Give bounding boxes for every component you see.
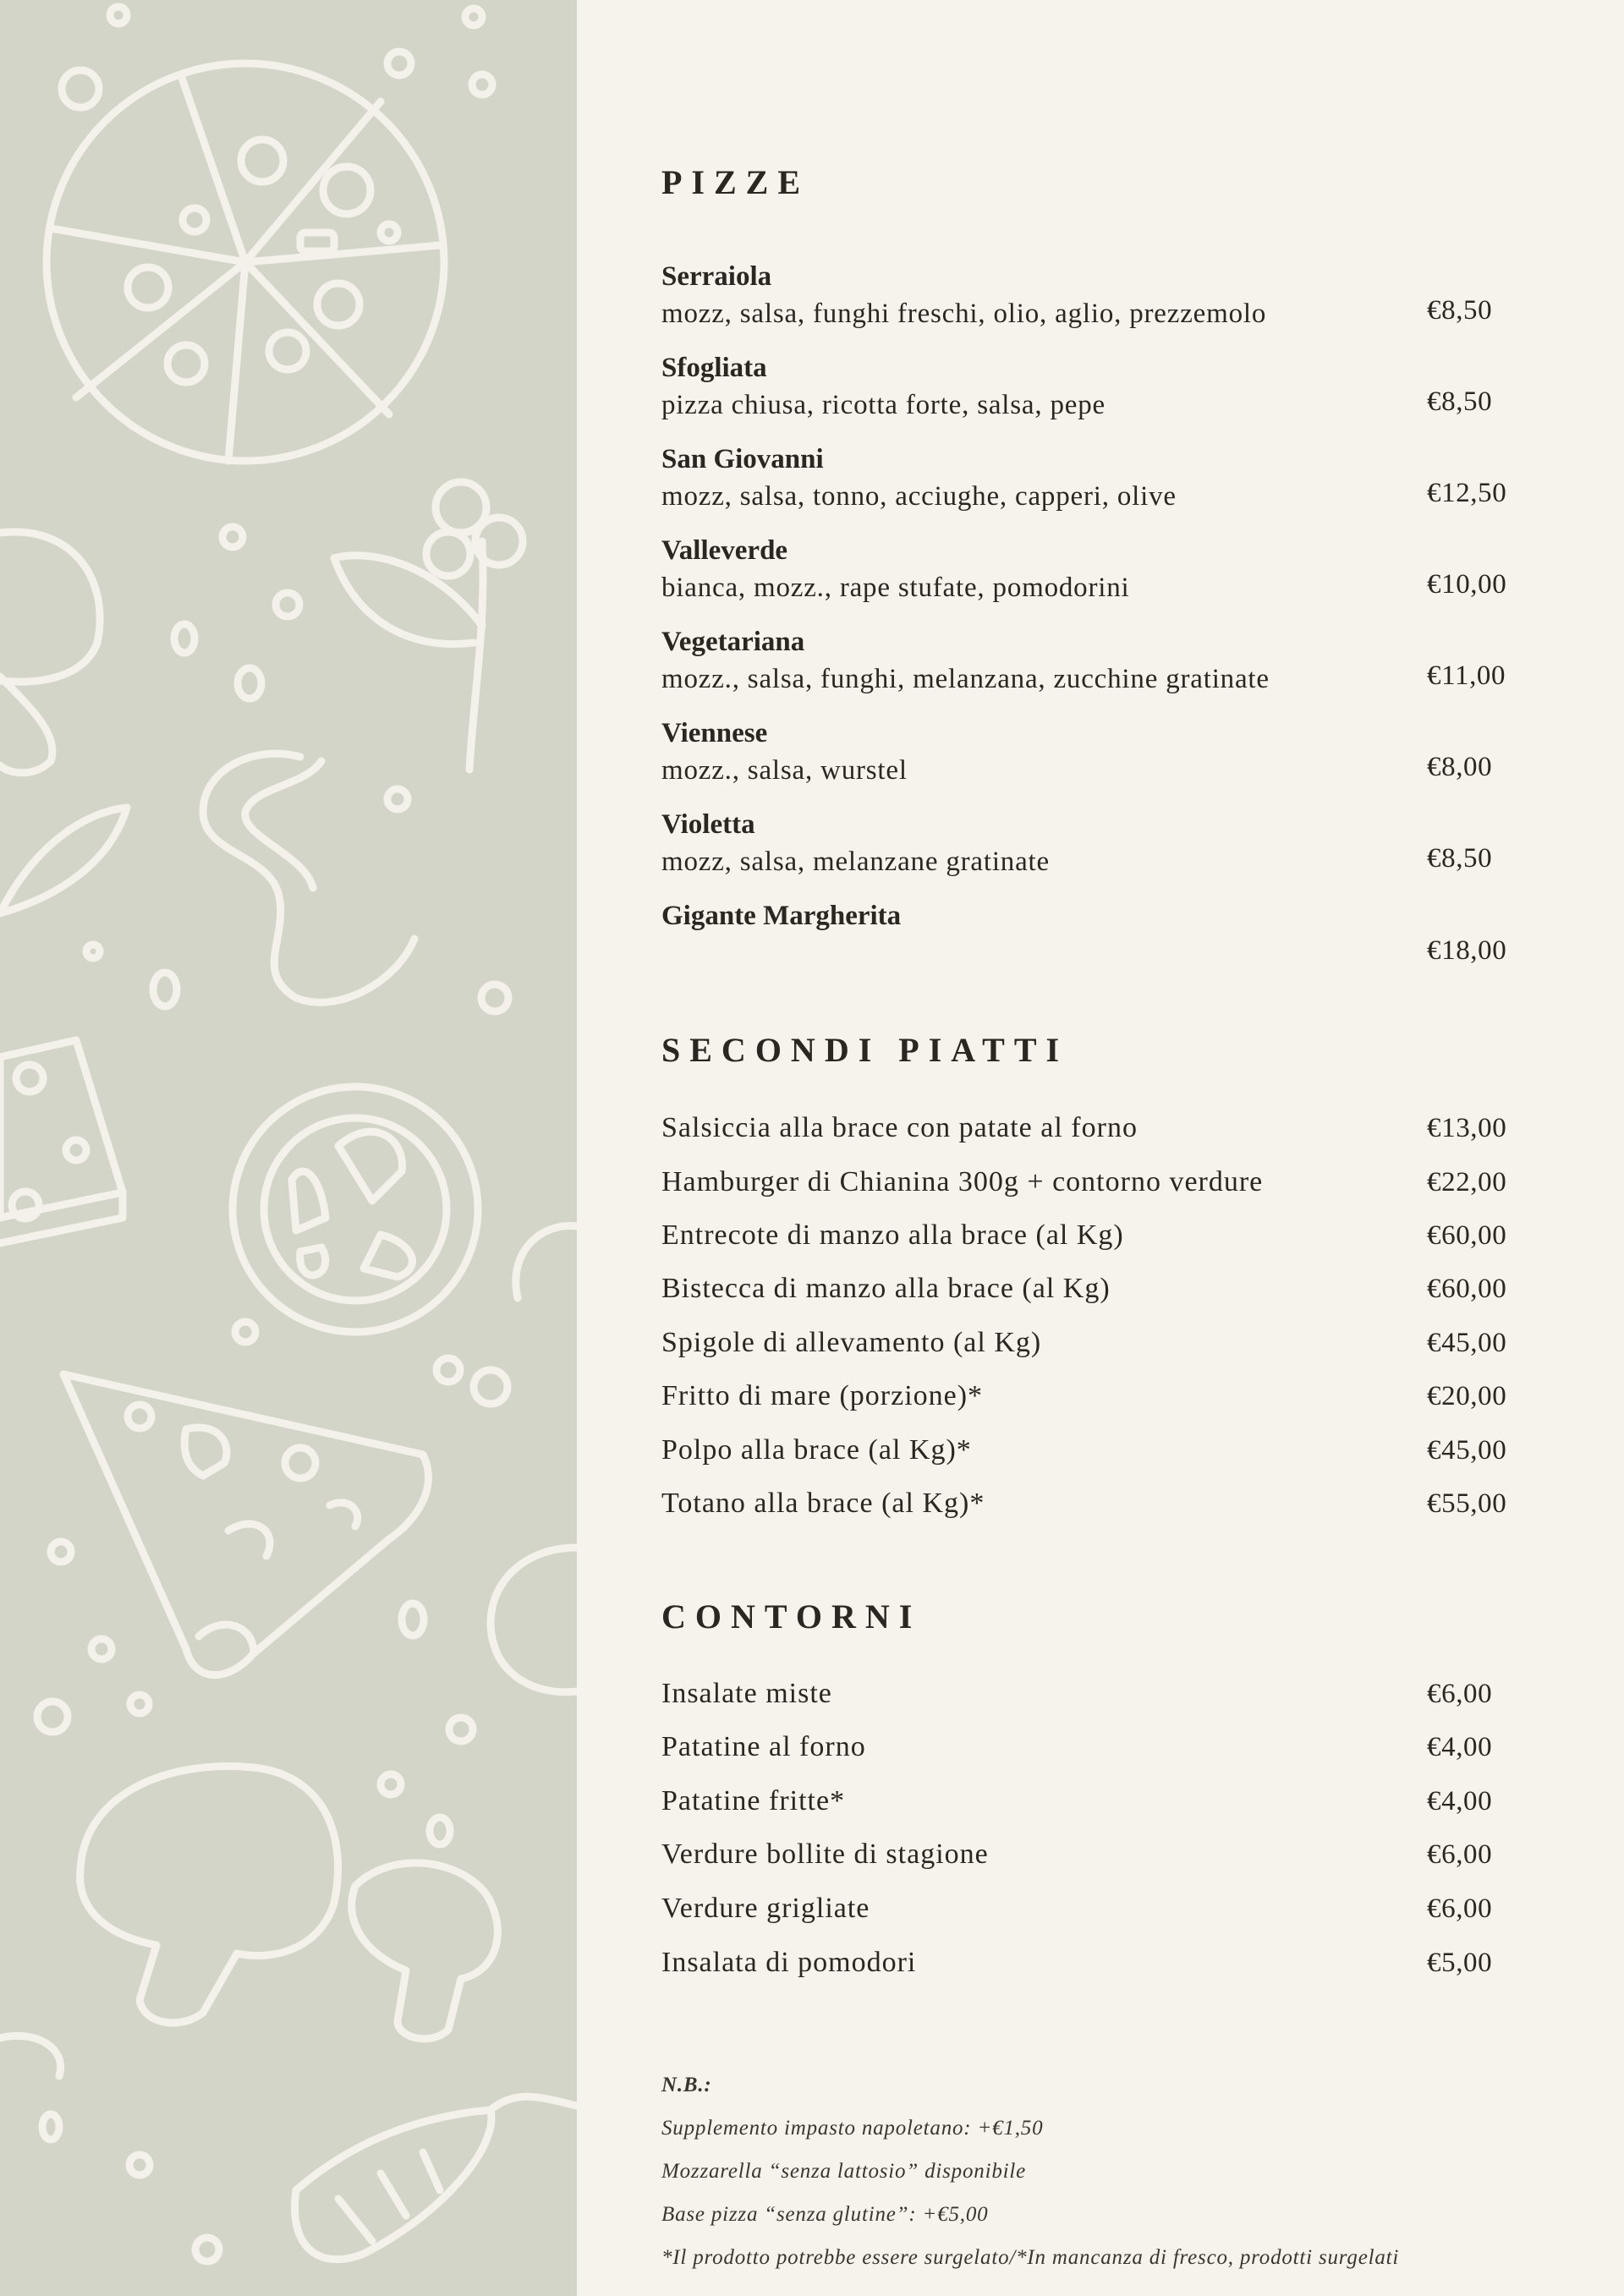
pizza-slice-icon [63, 1374, 428, 1675]
menu-row [661, 1270, 1516, 1307]
menu-row [661, 1944, 1516, 1981]
item-name: Entrecote di manzo alla brace (al Kg) [661, 1219, 1124, 1251]
item-price: €20,00 [1427, 1381, 1507, 1411]
item-price: €8,50 [1427, 843, 1493, 874]
note-line: *Il prodotto potrebbe essere surgelato/*In mancanza di fresco, prodotti surgelati [661, 2246, 1400, 2269]
leaf-icon [0, 808, 127, 913]
mushroom-icon [0, 532, 100, 773]
item-price: €13,00 [1427, 1113, 1507, 1143]
menu-row [661, 1217, 1516, 1254]
item-price: €6,00 [1427, 1839, 1493, 1870]
item-description: pizza chiusa, ricotta forte, salsa, pepe [661, 390, 1106, 420]
item-name: Patatine al forno [661, 1731, 866, 1762]
notes-section [661, 2063, 1399, 2279]
menu-row [661, 1324, 1516, 1362]
note-line: Base pizza “senza glutine”: +€5,00 [661, 2203, 989, 2226]
item-price: €6,00 [1427, 1893, 1493, 1924]
note-line: Mozzarella “senza lattosio” disponibile [661, 2160, 1027, 2183]
item-name: Gigante Margherita [661, 901, 902, 931]
menu-row [661, 1783, 1516, 1820]
item-price: €10,00 [1427, 569, 1507, 600]
pasta-icon [203, 753, 414, 1002]
item-price: €12,50 [1427, 478, 1507, 508]
menu-item [661, 623, 1516, 698]
menu-item [661, 441, 1516, 515]
item-name: Insalate miste [661, 1678, 832, 1709]
item-price: €8,50 [1427, 295, 1493, 326]
item-name: Viennese [661, 718, 768, 748]
item-price: €55,00 [1427, 1488, 1507, 1519]
item-name: Violetta [661, 809, 755, 840]
item-description: mozz., salsa, wurstel [661, 755, 908, 786]
item-price: €45,00 [1427, 1435, 1507, 1466]
item-name: Totano alla brace (al Kg)* [661, 1488, 985, 1519]
section-title-pizze: PIZZE [661, 163, 810, 201]
item-price: €22,00 [1427, 1167, 1507, 1197]
item-name: Verdure grigliate [661, 1893, 870, 1924]
item-price: €60,00 [1427, 1220, 1507, 1251]
note-line: Supplemento impasto napoletano: +€1,50 [661, 2117, 1044, 2140]
item-name: Salsiccia alla brace con patate al forno [661, 1112, 1138, 1143]
item-description: mozz, salsa, melanzane gratinate [661, 847, 1050, 877]
item-description: mozz, salsa, tonno, acciughe, capperi, olive [661, 481, 1177, 512]
item-name: Valleverde [661, 535, 788, 566]
menu-item [661, 532, 1516, 606]
item-name: Sfogliata [661, 353, 767, 383]
item-name: San Giovanni [661, 444, 824, 474]
item-price: €4,00 [1427, 1732, 1493, 1762]
item-name: Bistecca di manzo alla brace (al Kg) [661, 1273, 1111, 1304]
item-price: €6,00 [1427, 1679, 1493, 1709]
item-description: mozz, salsa, funghi freschi, olio, aglio, prezzemolo [661, 299, 1267, 329]
item-name: Insalata di pomodori [661, 1947, 917, 1978]
item-name: Serraiola [661, 261, 772, 292]
item-name: Hamburger di Chianina 300g + contorno verdure [661, 1166, 1264, 1197]
menu-row [661, 1164, 1516, 1201]
menu-item [661, 349, 1516, 424]
menu-item [661, 897, 1516, 966]
section-title-secondi-piatti: SECONDI PIATTI [661, 1031, 1069, 1069]
item-price: €8,50 [1427, 386, 1493, 417]
item-description: bianca, mozz., rape stufate, pomodorini [661, 573, 1130, 603]
tomato-slice-icon [233, 1087, 478, 1332]
menu-row [661, 1432, 1516, 1469]
herb-sprig-icon [334, 482, 523, 770]
menu-row [661, 1836, 1516, 1873]
menu-item [661, 715, 1516, 789]
menu-row [661, 1890, 1516, 1927]
menu-row [661, 1110, 1516, 1147]
menu-item [661, 806, 1516, 880]
food-doodle-pattern [0, 0, 577, 2296]
notes-heading: N.B.: [661, 2074, 712, 2096]
mushroom-icon [80, 1767, 498, 2039]
item-price: €5,00 [1427, 1948, 1493, 1978]
item-name: Verdure bollite di stagione [661, 1838, 989, 1870]
item-name: Patatine fritte* [661, 1785, 846, 1817]
menu-row [661, 1485, 1516, 1522]
menu-row [661, 1378, 1516, 1415]
item-price: €8,00 [1427, 752, 1493, 782]
item-name: Spigole di allevamento (al Kg) [661, 1327, 1042, 1358]
item-price: €11,00 [1427, 660, 1506, 691]
item-price: €60,00 [1427, 1274, 1507, 1304]
menu-row [661, 1729, 1516, 1766]
item-name: Polpo alla brace (al Kg)* [661, 1434, 972, 1466]
menu-row [661, 1675, 1516, 1712]
item-description: mozz., salsa, funghi, melanzana, zucchine gratinate [661, 664, 1270, 694]
item-price: €4,00 [1427, 1786, 1493, 1817]
item-name: Vegetariana [661, 627, 805, 657]
item-price: €45,00 [1427, 1328, 1507, 1358]
item-price: €18,00 [1427, 935, 1507, 966]
menu-item [661, 258, 1516, 332]
cheese-icon [0, 1040, 123, 1243]
decorative-sidebar [0, 0, 577, 2296]
item-name: Fritto di mare (porzione)* [661, 1380, 984, 1411]
pizza-icon [47, 63, 444, 461]
chili-pepper-icon [294, 2096, 577, 2259]
section-title-contorni: CONTORNI [661, 1597, 922, 1636]
